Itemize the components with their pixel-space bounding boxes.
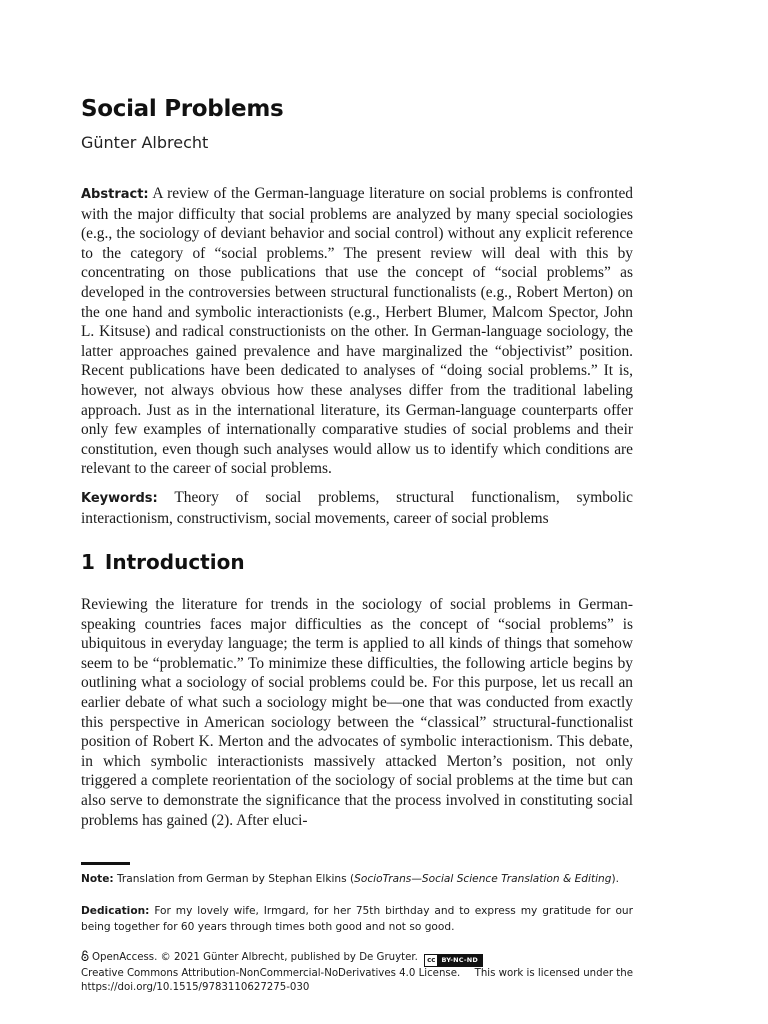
keywords <box>81 488 633 528</box>
introduction-paragraph: Reviewing the literature for trends in the sociology of social problems in German-speaking countries faces major difficulties as the concept of “social problems” is ubiquitous in everyday language; the term is applied to all kinds of things that somehow seem to be “problematic.” To minimize these difficulties, the following article begins by outlining what a sociology of social problems could be. For this purpose, let us recall an earlier debate of what such a sociology might be—one that was conducted from exactly this perspective in American sociology between the “classical” structural-functionalist position of Robert K. Merton and the advocates of symbolic interactionism. This debate, in which symbolic interactionists massively attacked Merton’s position, not only triggered a complete reorientation of the sociology of social problems at the time but can also serve to demonstrate the significance that the process involved in constituting social problems has gained (2). After eluci- <box>81 596 633 829</box>
cc-license-badge-icon[interactable]: cc BY-NC-ND <box>424 954 483 967</box>
open-access-lock-icon <box>81 950 89 961</box>
author-name: Günter Albrecht <box>81 133 209 152</box>
keywords-label: Keywords: <box>81 491 158 506</box>
dedication-label: Dedication: <box>81 905 150 917</box>
dedication <box>81 903 633 935</box>
section-number: 1 <box>81 550 95 574</box>
abstract-text: A review of the German-language literature on social problems is confronted with the major difficulty that social problems are analyzed by many special sociologies (e.g., the sociology of deviant behavior and social control) without any explicit reference to the category of “social problems.” The present review will deal with this by concentrating on those publications that use the concept of “social problems” as developed in the controversies between structural functionalists (e.g., Robert Merton) on the one hand and symbolic interactionists (e.g., Herbert Blumer, Malcom Spector, John L. Kitsuse) and radical constructionists on the other. In German-language sociology, the latter approaches gained prevalence and have marginalized the “objectivist” position. Recent publications have been dedicated to analyses of “doing social problems.” It is, however, not always obvious how these analyses differ from the traditional labeling approach. Just as in the international literature, its German-language counterparts offer only few examples of internationally comparative studies of social problems and their constitution, even though such analyses would allow us to identify which conditions are relevant to the career of social problems. <box>81 185 633 478</box>
note-end: ). <box>611 873 619 885</box>
note-text: Translation from German by Stephan Elkins ( <box>117 873 355 885</box>
license-info <box>81 950 633 995</box>
section-title: Introduction <box>104 550 245 574</box>
section-heading <box>81 550 245 574</box>
chapter-title: Social Problems <box>81 96 284 122</box>
doi-link[interactable]: https://doi.org/10.1515/9783110627275-030 <box>81 982 310 993</box>
abstract-label: Abstract: <box>81 187 149 202</box>
dedication-text: For my lovely wife, Irmgard, for her 75th birthday and to express my gratitude for our being together for 60 years through times both good and not so good. <box>81 905 634 933</box>
abstract <box>81 184 633 479</box>
keywords-text: Theory of social problems, structural functionalism, symbolic interactionism, constructivism, social movements, career of social problems <box>81 489 633 527</box>
license-suffix: This work is licensed under the <box>474 968 633 979</box>
footnote-divider <box>81 862 130 865</box>
note-italic: SocioTrans—Social Science Translation & Editing <box>354 873 612 885</box>
license-prefix: OpenAccess. © 2021 Günter Albrecht, published by De Gruyter. <box>92 952 418 963</box>
license-line-2: Creative Commons Attribution-NonCommercial-NoDerivatives 4.0 License. <box>81 968 461 979</box>
note-label: Note: <box>81 873 114 885</box>
translation-note <box>81 871 641 887</box>
